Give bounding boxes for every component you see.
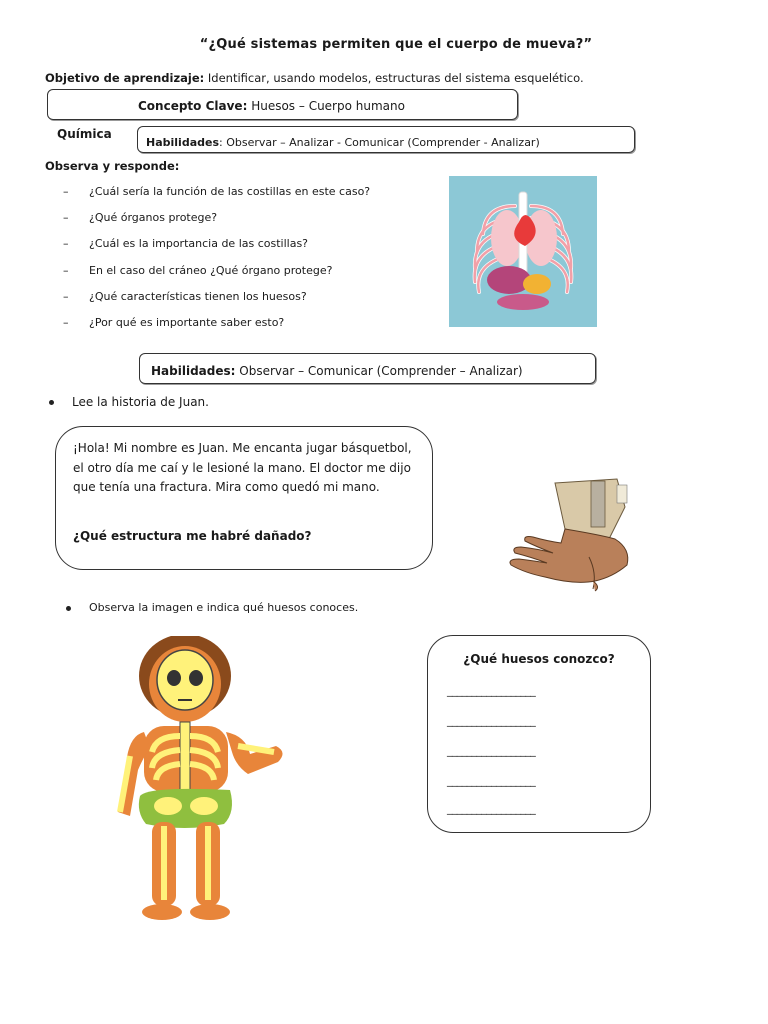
read-instruction-text: Lee la historia de Juan.: [72, 395, 209, 409]
objective-label: Objetivo de aprendizaje:: [45, 71, 205, 85]
known-bones-box: [427, 635, 651, 833]
list-item: [63, 231, 370, 257]
known-bones-heading: ¿Qué huesos conozco?: [463, 652, 615, 666]
question-text: ¿Cuál es la importancia de las costillas?: [89, 237, 309, 251]
question-text: ¿Por qué es importante saber esto?: [89, 315, 285, 329]
list-dash: –: [63, 315, 69, 329]
observe-heading: Observa y responde:: [45, 159, 180, 173]
skills-label-2: Habilidades:: [151, 364, 236, 378]
question-list: [63, 179, 370, 336]
question-text: En el caso del cráneo ¿Qué órgano protege?: [89, 263, 333, 277]
answer-line[interactable]: __________________: [447, 744, 536, 757]
question-text: ¿Qué órganos protege?: [89, 211, 218, 225]
key-concept-label: Concepto Clave:: [138, 99, 248, 113]
answer-line[interactable]: __________________: [447, 774, 536, 787]
question-text: ¿Cuál sería la función de las costillas en este caso?: [89, 185, 371, 198]
list-item: [63, 310, 370, 336]
learning-objective: [45, 71, 584, 85]
read-instruction: [49, 395, 209, 409]
list-dash: –: [63, 185, 69, 198]
question-text: ¿Qué características tienen los huesos?: [89, 289, 307, 303]
skills-text-1: : Observar – Analizar - Comunicar (Comprender - Analizar): [219, 136, 540, 149]
list-dash: –: [63, 263, 69, 277]
list-item: [63, 258, 370, 284]
bullet-icon: [49, 400, 54, 405]
skills-box-1: [137, 126, 635, 153]
subject-label: Química: [57, 127, 112, 141]
answer-line[interactable]: __________________: [447, 802, 536, 815]
story-question: ¿Qué estructura me habré dañado?: [73, 529, 312, 543]
answer-line[interactable]: __________________: [447, 684, 536, 697]
skills-box-2: [139, 353, 596, 384]
skills-label-1: Habilidades: [146, 136, 219, 149]
list-dash: –: [63, 211, 69, 225]
story-bubble: [55, 426, 433, 570]
answer-line[interactable]: __________________: [447, 714, 536, 727]
skills-text-2: Observar – Comunicar (Comprender – Analizar): [239, 364, 523, 378]
list-item: [63, 205, 370, 231]
list-dash: –: [63, 289, 69, 303]
bullet-icon: [66, 606, 71, 611]
list-dash: –: [63, 237, 69, 251]
story-text: ¡Hola! Mi nombre es Juan. Me encanta jugar básquetbol, el otro día me caí y le lesioné la mano. El doctor me dijo que tenía una fractura. Mira como quedó mi mano.: [73, 441, 412, 494]
skeleton-illustration: [100, 636, 300, 926]
list-item: [63, 284, 370, 310]
observe-instruction-text: Observa la imagen e indica qué huesos conoces.: [89, 601, 359, 614]
worksheet-title: “¿Qué sistemas permiten que el cuerpo de mueva?”: [199, 37, 593, 52]
key-concept-text: Huesos – Cuerpo humano: [251, 99, 405, 113]
ribcage-illustration: [449, 176, 597, 327]
key-concept-box: [47, 89, 518, 120]
injured-hand-illustration: [505, 477, 635, 592]
objective-text: Identificar, usando modelos, estructuras del sistema esquelético.: [207, 71, 584, 85]
list-item: [63, 179, 370, 205]
observe-instruction: [66, 601, 358, 614]
